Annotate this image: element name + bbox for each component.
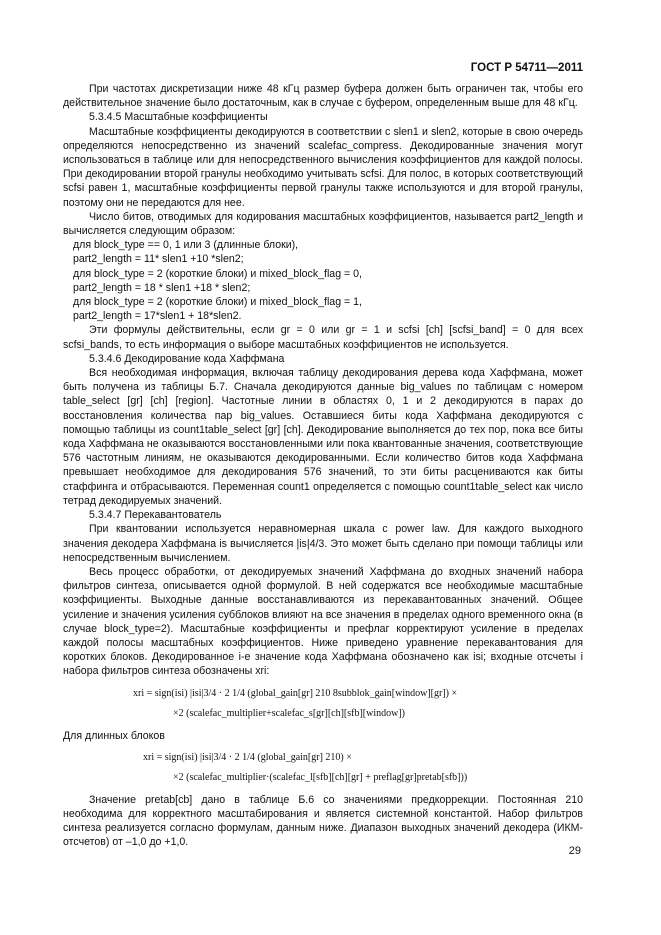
list-item: для block_type = 2 (короткие блоки) и mixed_block_flag = 1, <box>73 296 362 309</box>
document-header: ГОСТ Р 54711—2011 <box>470 62 583 74</box>
paragraph: Для длинных блоков <box>63 729 165 742</box>
paragraph: При квантовании используется неравномерная шкала с power law. Для каждого выходного значения декодера Хаффмана is вычисляется |is|4/3. Это может быть сделано при помощи таблицы или непосредственным вычислением. <box>63 523 583 564</box>
formula-line: ×2 (scalefac_multiplier+scalefac_s[gr][ch][sfb][window]) <box>173 707 406 719</box>
paragraph: Число битов, отводимых для кодирования масштабных коэффициентов, называется part2_length и вычисляется следующим образом: <box>63 210 583 238</box>
list-item: part2_length = 11* slen1 +10 *slen2; <box>73 253 244 266</box>
list-item: для block_type == 0, 1 или 3 (длинные блоки), <box>73 239 299 252</box>
paragraph: Значение pretab[cb] дано в таблице Б.6 со значениями предкоррекции. Постоянная 210 необходима для корректного масштабирования и является системной константой. Набор фильтров синтеза реализуется согласно формулам, данным ниже. Диапазон выходных значений декодера (ИКМ-отсчетов) от –1,0 до +1,0. <box>63 793 583 849</box>
formula-short-blocks <box>63 679 583 729</box>
paragraph: При частотах дискретизации ниже 48 кГц размер буфера должен быть ограничен так, чтобы его действительное значение было достаточным, как в случае с буфером, определенным выше для 48 кГц. <box>63 83 583 110</box>
list-item: part2_length = 18 * slen1 +18 * slen2; <box>73 281 251 294</box>
list-item: для block_type = 2 (короткие блоки) и mixed_block_flag = 0, <box>73 267 362 280</box>
paragraph: Вся необходимая информация, включая таблицу декодирования дерева кода Хаффмана, может быть получена из таблицы Б.7. Сначала декодируются данные big_values по таблицам с номером table_select [gr] [ch] [region]. Частотные линии в областях 0, 1 и 2 декодируются в парах до восстановления количества пар big_values. Оставшиеся биты кода Хаффмана декодируются с помощью таблицы из count1table_select [gr] [ch]. Декодирование выполняется до тех пор, пока все биты кода Хаффмана не оказываются восстановленными или пока квантованные значения, соответствующие 576 частотным линиям, не оказываются декодированными. Если количество битов кода Хаффмана превышает необходимое для декодирования 576 значений, то эти биты расцениваются как биты стаффинга и отбрасываются. Переменная count1 определяется с помощью count1table_select как число тетрад декодируемых значений. <box>63 367 583 507</box>
list-item: part2_length = 17*slen1 + 18*slen2. <box>73 310 242 323</box>
paragraph: Масштабные коэффициенты декодируются в соответствии с slen1 и slen2, которые в свою очередь определяются непосредственно из значений scalefac_compress. Декодированные значения могут использоваться в таблице или для непосредственного вычисления коэффициентов для каждой полосы. При декодировании второй гранулы необходимо учитывать scfsi. Для полос, в которых соответствующий scfsi равен 1, масштабные коэффициенты первой гранулы также используются и для второй гранулы, поэтому они не передаются для нее. <box>63 125 583 209</box>
page-number: 29 <box>568 845 581 857</box>
section-heading: 5.3.4.7 Перекавантователь <box>89 509 222 522</box>
paragraph: Эти формулы действительны, если gr = 0 или gr = 1 и scfsi [ch] [scfsi_band] = 0 для всех scfsi_bands, то есть информация о выборе масштабных коэффициентов не используется. <box>63 324 583 351</box>
formula-line: xri = sign(isi) |isi|3/4 · 2 1/4 (global_gain[gr] 210) × <box>143 751 352 763</box>
formula-line: ×2 (scalefac_multiplier·(scalefac_l[sfb][ch][gr] + preflag[gr]pretab[sfb])) <box>173 771 468 783</box>
formula-line: xri = sign(isi) |isi|3/4 · 2 1/4 (global_gain[gr] 210 8subblok_gain[window][gr]) × <box>133 687 458 699</box>
section-heading: 5.3.4.5 Масштабные коэффициенты <box>89 111 268 124</box>
document-body <box>63 82 583 850</box>
formula-long-blocks <box>63 743 583 793</box>
paragraph: Весь процесс обработки, от декодируемых значений Хаффмана до входных значений набора фильтров синтеза, описывается одной формулой. В ней содержатся все необходимые масштабные коэффициенты. Выходные данные восстанавливаются из перекавантованных значений. Общее усиление и значения усиления субблоков влияют на все значения в пределах одного временного окна (в случае block_type=2). Масштабные коэффициенты и префлаг корректируют усиление в пределах каждой полосы масштабных коэффициентов. Ниже приведено уравнение перекавантования для коротких блоков. Декодированное i-е значение кода Хаффмана обозначено как isi; входные отсчеты i набора фильтров синтеза обозначены xri: <box>63 565 583 678</box>
section-heading: 5.3.4.6 Декодирование кода Хаффмана <box>89 352 285 365</box>
